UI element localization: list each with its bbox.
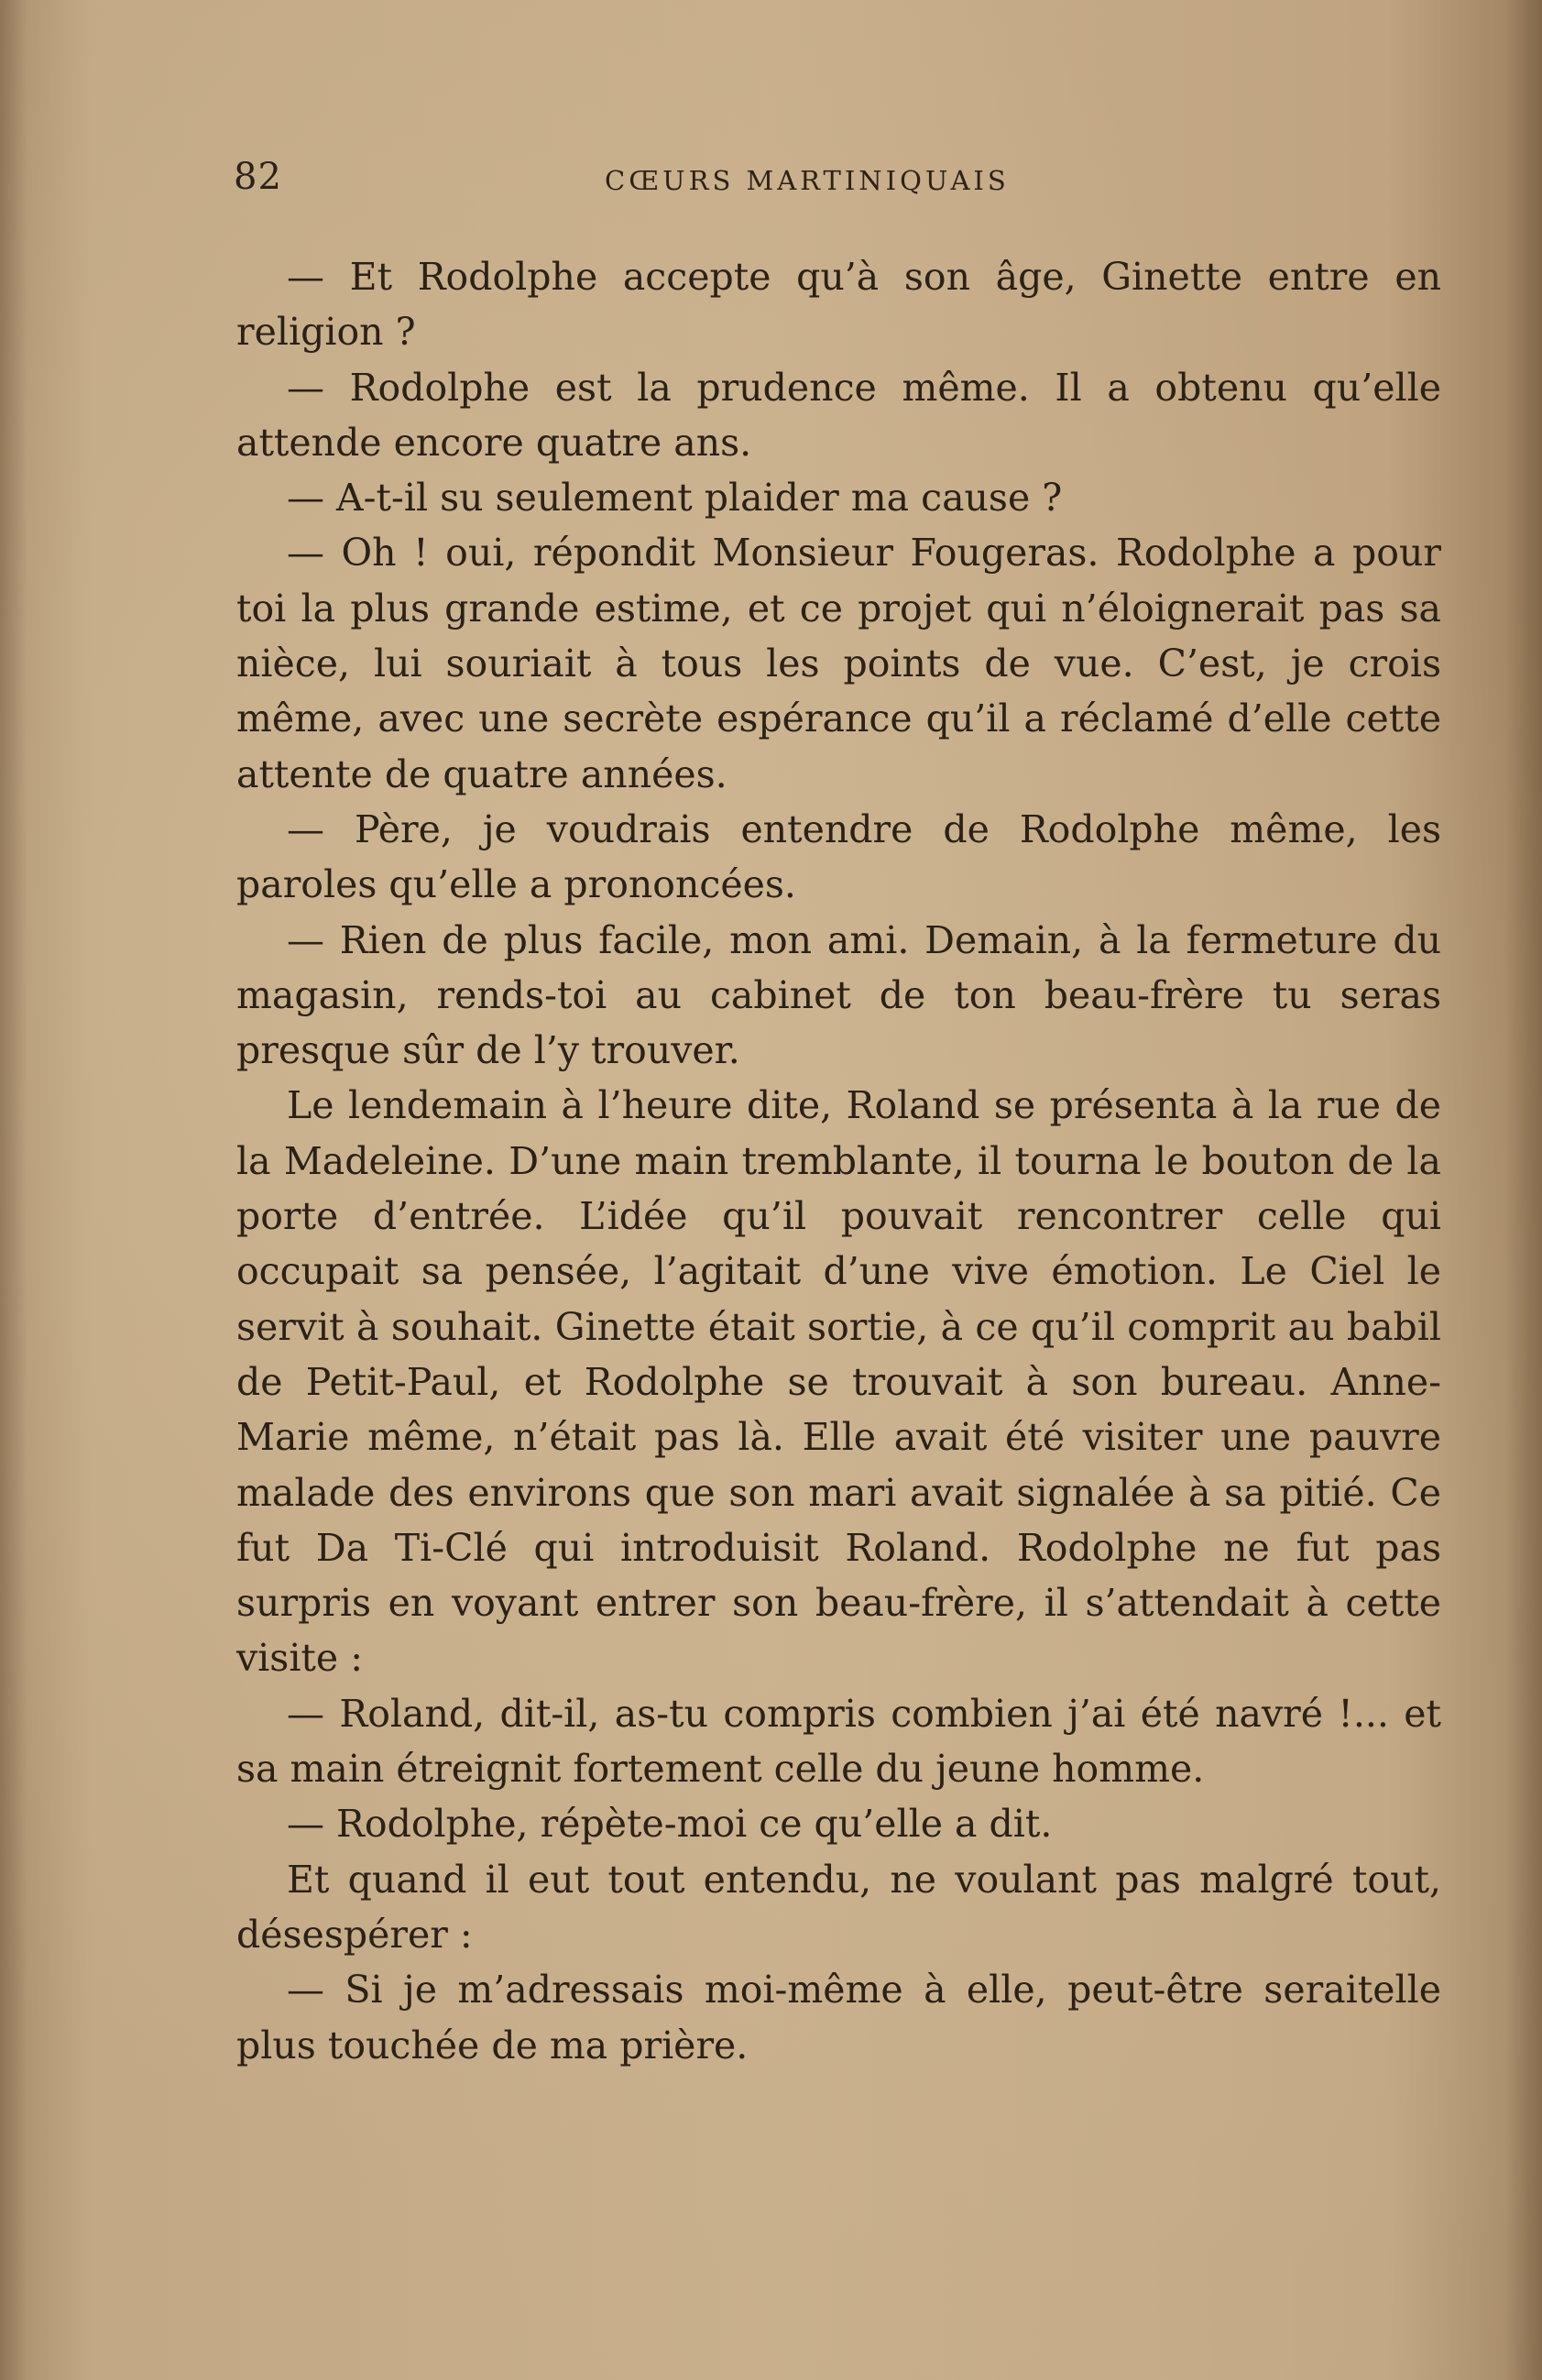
paragraph: — Rodolphe, répète-moi ce qu’elle a dit. xyxy=(287,1802,1053,1847)
page-left-shadow xyxy=(0,0,27,2380)
body-text xyxy=(236,249,1441,2073)
paragraph: — Rien de plus facile, mon ami. Demain, à la fermeture du magasin, rends-toi au cabinet de ton beau-frère tu seras presque sûr de l’y trouver. xyxy=(236,917,1441,1073)
paragraph: — Père, je voudrais entendre de Rodolphe même, les paroles qu’elle a prononcées. xyxy=(236,806,1441,907)
paragraph: — Roland, dit-il, as-tu compris combien j’ai été navré !... et sa main étreignit fortement celle du jeune homme. xyxy=(236,1691,1441,1792)
book-title: CŒURS MARTINIQUAIS xyxy=(605,165,1010,196)
paragraph: — A-t-il su seulement plaider ma cause ? xyxy=(287,476,1063,521)
paragraph: — Oh ! oui, répondit Monsieur Fougeras. Rodolphe a pour toi la plus grande estime, et ce projet qui n’éloignerait pas sa nièce, lui souriait à tous les points de vue. C’est, je crois même, avec une secrète espérance qu’il a réclamé d’elle cette attente de quatre années. xyxy=(236,531,1441,796)
running-head xyxy=(234,156,1443,211)
paragraph: Le lendemain à l’heure dite, Roland se présenta à la rue de la Madeleine. D’une main tremblante, il tourna le bouton de la porte d’entrée. L’idée qu’il pouvait rencontrer celle qui occupait sa pensée, l’agitait d’une vive émotion. Le Ciel le servit à souhait. Ginette était sortie, à ce qu’il comprit au babil de Petit-Paul, et Rodolphe se trouvait à son bureau. Anne-Marie même, n’était pas là. Elle avait été visiter une pauvre malade des environs que son mari avait signalée à sa pitié. Ce fut Da Ti-Clé qui introduisit Roland. Rodolphe ne fut pas surpris en voyant entrer son beau-frère, il s’attendait à cette visite : xyxy=(236,1083,1441,1681)
paragraph: — Si je m’adressais moi-même à elle, peut-être seraitelle plus touchée de ma prière. xyxy=(236,1968,1441,2067)
page-number: 82 xyxy=(234,156,282,198)
paragraph: — Et Rodolphe accepte qu’à son âge, Ginette entre en religion ? xyxy=(236,255,1441,355)
paragraph: Et quand il eut tout entendu, ne voulant pas malgré tout, désespérer : xyxy=(236,1857,1441,1957)
paragraph: — Rodolphe est la prudence même. Il a obtenu qu’elle attende encore quatre ans. xyxy=(236,365,1441,465)
page-right-shadow xyxy=(1505,0,1542,2380)
